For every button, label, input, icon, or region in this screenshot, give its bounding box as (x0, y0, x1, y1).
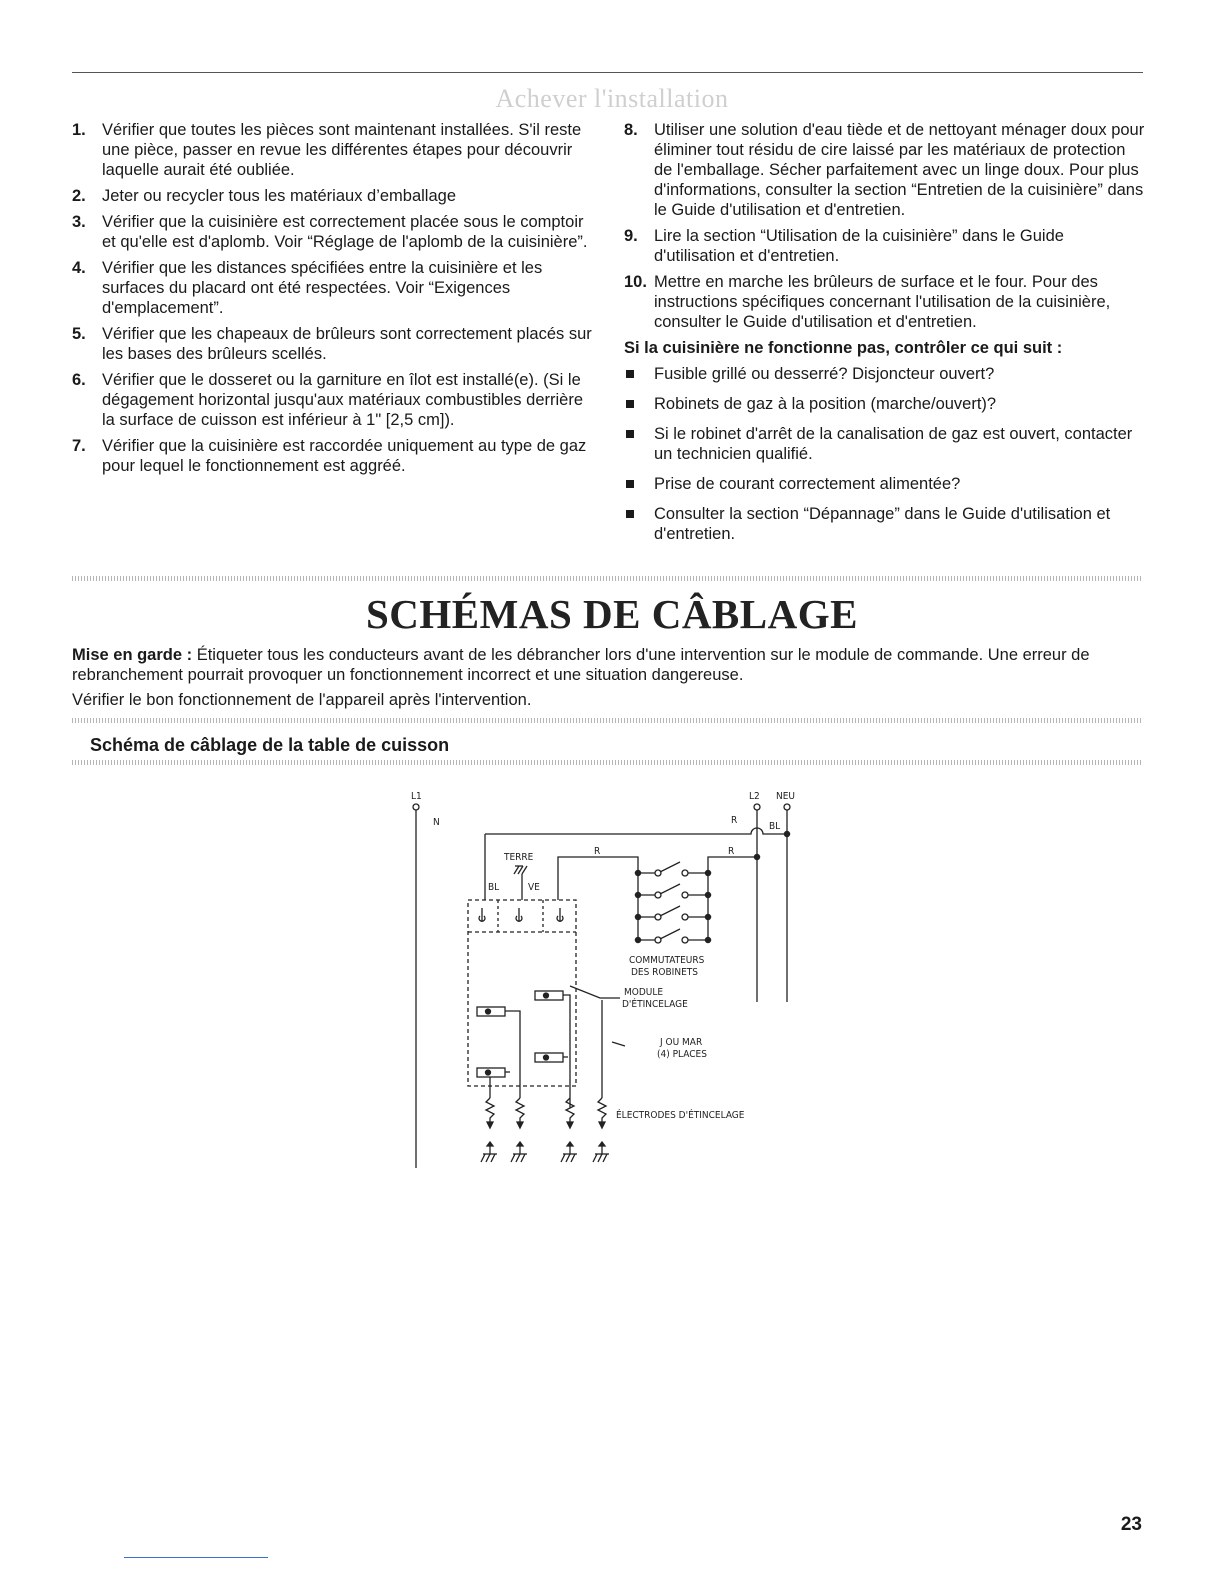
steps-list-right (624, 120, 1146, 332)
wire-neutral-bus (485, 828, 787, 834)
pointer-module (570, 986, 620, 998)
warning-paragraph (72, 645, 1143, 685)
terminal-neu (784, 804, 790, 810)
checklist-text: Si le robinet d'arrêt de la canalisation de gaz est ouvert, contacter un technicien qualifié. (654, 425, 1133, 463)
step-text: Lire la section “Utilisation de la cuisinière” dans le Guide d'utilisation et d'entretien. (654, 227, 1064, 265)
step-text: Utiliser une solution d'eau tiède et de nettoyant ménager doux pour éliminer tout résidu de cire laissé par les matériaux de protection de l'emballage. Sécher parfaitement avec un linge doux. Pour plus d'informations, consulter la section “Entretien de la cuisinière” dans le Guide d'utilisation et d'entretien. (654, 121, 1145, 219)
label-bl: BL (488, 882, 500, 893)
step-number: 7. (72, 437, 86, 455)
step-item (624, 272, 1146, 332)
square-bullet-icon (626, 430, 634, 438)
left-column (72, 120, 592, 482)
step-number: 2. (72, 187, 86, 205)
label-l2: L2 (749, 791, 760, 802)
wire-r-left (558, 857, 638, 940)
wiring-title: SCHÉMAS DE CÂBLAGE (366, 591, 858, 637)
electrodes (481, 1098, 609, 1162)
step-item (72, 212, 592, 252)
checklist (624, 364, 1146, 544)
step-number: 5. (72, 325, 86, 343)
checklist-text: Robinets de gaz à la position (marche/ouvert)? (654, 395, 997, 413)
valve-switches (635, 862, 710, 943)
label-neu: NEU (776, 791, 795, 802)
step-number: 6. (72, 371, 86, 389)
step-number: 10. (624, 273, 647, 291)
ground-icon (514, 866, 527, 874)
spark-module-box (468, 900, 576, 1086)
checklist-item (624, 504, 1146, 544)
step-text: Vérifier que toutes les pièces sont maintenant installées. S'il reste une pièce, passer en revue les différentes étapes pour découvrir laquelle aurait été oubliée. (102, 121, 582, 179)
step-text: Vérifier que le dosseret ou la garniture en îlot est installé(e). (Si le dégagement horizontal jusqu'aux matériaux combustibles derrière la surface de cuisson est inférieur à 1" [2,5 cm]). (102, 371, 583, 429)
checklist-item (624, 394, 1146, 414)
verify-text: Vérifier le bon fonctionnement de l'appareil après l'intervention. (72, 691, 532, 709)
junction (754, 854, 759, 859)
step-number: 1. (72, 121, 86, 139)
step-item (72, 186, 592, 206)
checklist-text: Prise de courant correctement alimentée? (654, 475, 961, 493)
step-text: Vérifier que la cuisinière est correctement placée sous le comptoir et qu'elle est d'aplomb. Voir “Réglage de l'aplomb de la cuisinière”. (102, 213, 588, 251)
right-column (624, 120, 1146, 554)
page-number: 23 (1120, 1514, 1142, 1535)
label-jou-2: (4) PLACES (657, 1049, 707, 1060)
step-item (624, 226, 1146, 266)
checklist-item (624, 474, 1146, 494)
step-item (72, 258, 592, 318)
label-jou-1: J OU MAR (660, 1037, 703, 1048)
checklist-text: Fusible grillé ou desserré? Disjoncteur ouvert? (654, 365, 995, 383)
step-item (72, 436, 592, 476)
square-bullet-icon (626, 370, 634, 378)
label-l1: L1 (411, 791, 422, 802)
lead (563, 995, 570, 1108)
step-text: Vérifier que la cuisinière est raccordée uniquement au type de gaz pour lequel le fonctionnement est aggréé. (102, 437, 587, 475)
label-switches-1: COMMUTATEURS (629, 955, 705, 966)
square-bullet-icon (626, 400, 634, 408)
step-text: Vérifier que les distances spécifiées entre la cuisinière et les surfaces du placard ont été respectées. Voir “Exigences d'emplacement”. (102, 259, 543, 317)
label-bl-top: BL (769, 821, 781, 832)
terminal-l1 (413, 804, 419, 810)
square-bullet-icon (626, 480, 634, 488)
checklist-text: Consulter la section “Dépannage” dans le Guide d'utilisation et d'entretien. (654, 505, 1111, 543)
top-rule (72, 72, 1143, 73)
step-number: 4. (72, 259, 86, 277)
label-r-left: R (594, 846, 601, 857)
steps-list-left (72, 120, 592, 476)
step-item (72, 370, 592, 430)
step-text: Vérifier que les chapeaux de brûleurs sont correctement placés sur les bases des brûleurs scellés. (102, 325, 592, 363)
step-text: Mettre en marche les brûleurs de surface et le four. Pour des instructions spécifiques concernant l'utilisation de la cuisinière, consulter le Guide d'utilisation et d'entretien. (654, 273, 1111, 331)
diagram-subtitle: Schéma de câblage de la table de cuisson (90, 735, 450, 755)
label-switches-2: DES ROBINETS (631, 967, 698, 978)
connector-pins (479, 908, 563, 922)
warning-text: Étiqueter tous les conducteurs avant de les débrancher lors d'une intervention sur le module de commande. Une erreur de rebranchement pourrait provoquer un fonctionnement incorrect et une situation dangereuse. (72, 646, 1090, 684)
step-number: 9. (624, 227, 638, 245)
label-electrodes: ÉLECTRODES D'ÉTINCELAGE (616, 1110, 745, 1121)
wire-r-right (708, 857, 757, 940)
step-number: 3. (72, 213, 86, 231)
checklist-heading: Si la cuisinière ne fonctionne pas, contrôler ce qui suit : (624, 339, 1063, 357)
divider-hatch (72, 576, 1143, 581)
checklist-item (624, 364, 1146, 384)
step-item (72, 120, 592, 180)
warning-label: Mise en garde : (72, 646, 193, 664)
step-text: Jeter ou recycler tous les matériaux d’emballage (102, 187, 457, 205)
step-number: 8. (624, 121, 638, 139)
step-item (72, 324, 592, 364)
wiring-diagram (380, 780, 820, 1180)
step-item (624, 120, 1146, 220)
label-module-2: D'ÉTINCELAGE (622, 999, 688, 1010)
bottom-rule (124, 1557, 268, 1558)
lead (505, 1011, 520, 1098)
junction (784, 831, 789, 836)
terminal-l2 (754, 804, 760, 810)
divider-hatch (72, 718, 1143, 723)
label-n: N (433, 817, 440, 828)
label-module-1: MODULE (624, 987, 664, 998)
label-terre: TERRE (504, 852, 534, 863)
label-ve: VE (528, 882, 540, 893)
checklist-item (624, 424, 1146, 464)
section-title: Achever l'installation (495, 84, 729, 113)
square-bullet-icon (626, 510, 634, 518)
label-r-right: R (728, 846, 735, 857)
label-r-top: R (731, 815, 738, 826)
pointer-jou (612, 1042, 625, 1046)
divider-hatch (72, 760, 1143, 765)
